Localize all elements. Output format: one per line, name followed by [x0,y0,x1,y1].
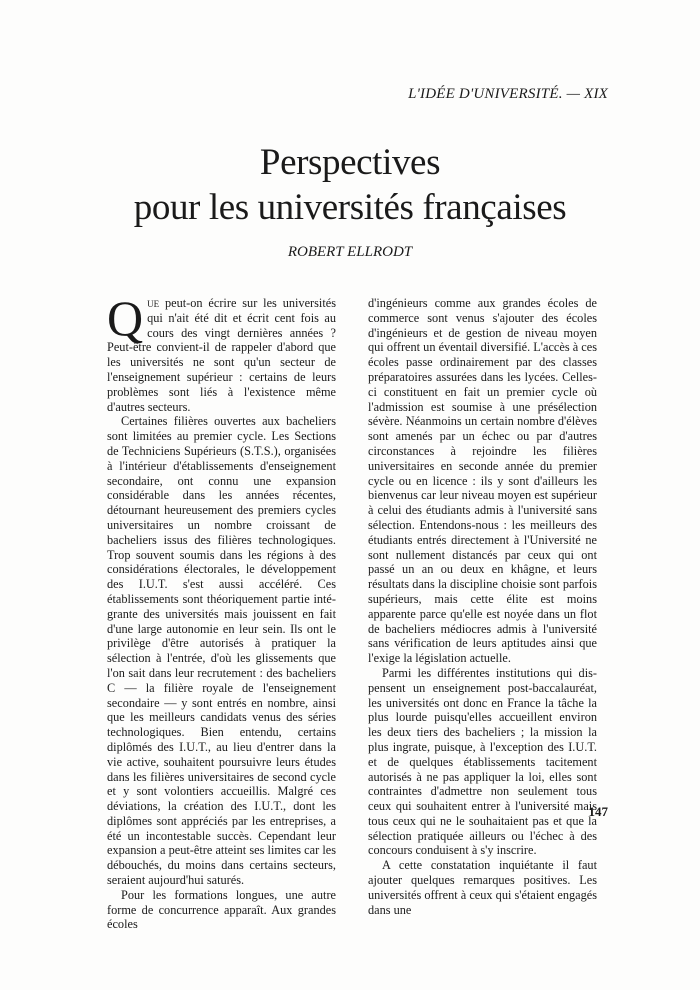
title-line-2: pour les universités françaises [133,187,567,228]
paragraph-text: peut-on écrire sur les universités qui n'ait été dit et écrit cent fois au cours des vingt dernières années ? Peut-être convient-il de rappeler d'abord que les universités ne sont qu'un secteur de l'enseignement supérieur : certains de leurs problèmes sont liés à l'existence même d'autres secteurs. [107,296,336,414]
opening-small-caps: ue [147,296,160,310]
author-name: ROBERT ELLRODT [287,244,413,260]
paragraph: Certaines filières ouvertes aux bacheliers sont limitées au premier cycle. Les Sections de Techniciens Supérieurs (S.T.S.), organisées à l'intérieur d'établissements d'enseignement secondaire, ont connu une expansion considérable dans les années récentes, détournant heureusement des premiers cycles universitaires un nombre croissant de bacheliers issus des filières technologiques. Trop souvent soumis dans les régions à des considérations électorales, le développement des I.U.T. s'est aussi accéléré. Ces établissements sont théoriquement partie intégrante des universités mais jouissent en fait d'une large autonomie en leur sein. Ils ont le privilège d'être autorisés à pratiquer la sélection à l'entrée, d'où les glissements que l'on sait dans leur recrutement : des bacheliers C — la filière royale de l'enseignement secondaire — y sont entrés en nombre, ainsi que les meilleurs candidats venus des séries technologiques. Bien entendu, certains diplômés des I.U.T., au lieu d'entrer dans la vie active, souhaitent poursuivre leurs études dans les filières universitaires de second cycle et y sont volontiers accueillis. Malgré ces déviations, la création des I.U.T., dont les diplômes sont appréciés par les entreprises, a été un incontestable succès. Cependant leur expansion a peut-être atteint ses limites car les débouchés, du moins dans certains secteurs, seraient aujourd'hui saturés. [107,414,336,888]
paragraph: A cette constatation inquiétante il faut ajouter quelques remarques positives. Les universités offrent à ceux qui s'étaient engagés dans une [368,858,597,917]
title-line-1: Perspectives [259,142,441,183]
running-head: L'IDÉE D'UNIVERSITÉ. — XIX [408,86,608,102]
paragraph: d'ingénieurs comme aux grandes écoles de commerce sont venus s'ajouter des écoles d'ingénieurs et de gestion de niveau moyen qui offrent un éventail diversifié. L'accès à ces écoles passe ordinairement par des classes préparatoires assurées dans les lycées. Celles-ci constituent en fait un premier cycle où l'admission est soumise à une présélection sévère. Néanmoins un certain nombre d'élèves sont amenés par un échec ou par d'autres circonstances à rejoindre les filières universitaires en seconde année du premier cycle ou en licence : ils y sont d'ailleurs les bienvenus car leur niveau moyen est supérieur à celui des étudiants admis à l'université sans sélection. Entendons-nous : les meilleurs des étudiants entrés directement à l'Université ne sont nullement distancés par ceux qui ont passé un an ou deux en khâgne, et leurs résultats dans la discipline choisie sont parfois supérieurs, mais cette élite est moins apparente parce qu'elle est noyée dans un flot de bacheliers médiocres admis à l'université sans vérification de leurs aptitudes ainsi que l'exige la législation actuelle. [368,296,597,666]
paragraph [107,290,336,414]
drop-cap: Q [107,290,144,346]
page-number: 147 [588,804,608,819]
article-title [0,140,700,230]
text-column-left [107,290,336,932]
text-column-right [368,296,597,917]
paragraph: Pour les formations longues, une autre forme de concurrence apparaît. Aux grandes écoles [107,887,336,932]
paragraph: Parmi les différentes institutions qui dispensent un enseignement post-baccalauréat, les universités ont donc en France la tâche la plus lourde puisqu'elles accueillent environ les deux tiers des bacheliers ; la mission la plus ingrate, puisque, à l'exception des I.U.T. et de quelques établissements tacitement autorisés à ne pas appliquer la loi, elles sont contraintes d'admettre non seulement tous ceux qui souhaitent entrer à l'université mais tous ceux qui ne le souhaitaient pas et que la sélection pratiquée ailleurs ou l'échec à des concours conduisent à s'y inscrire. [368,665,597,858]
